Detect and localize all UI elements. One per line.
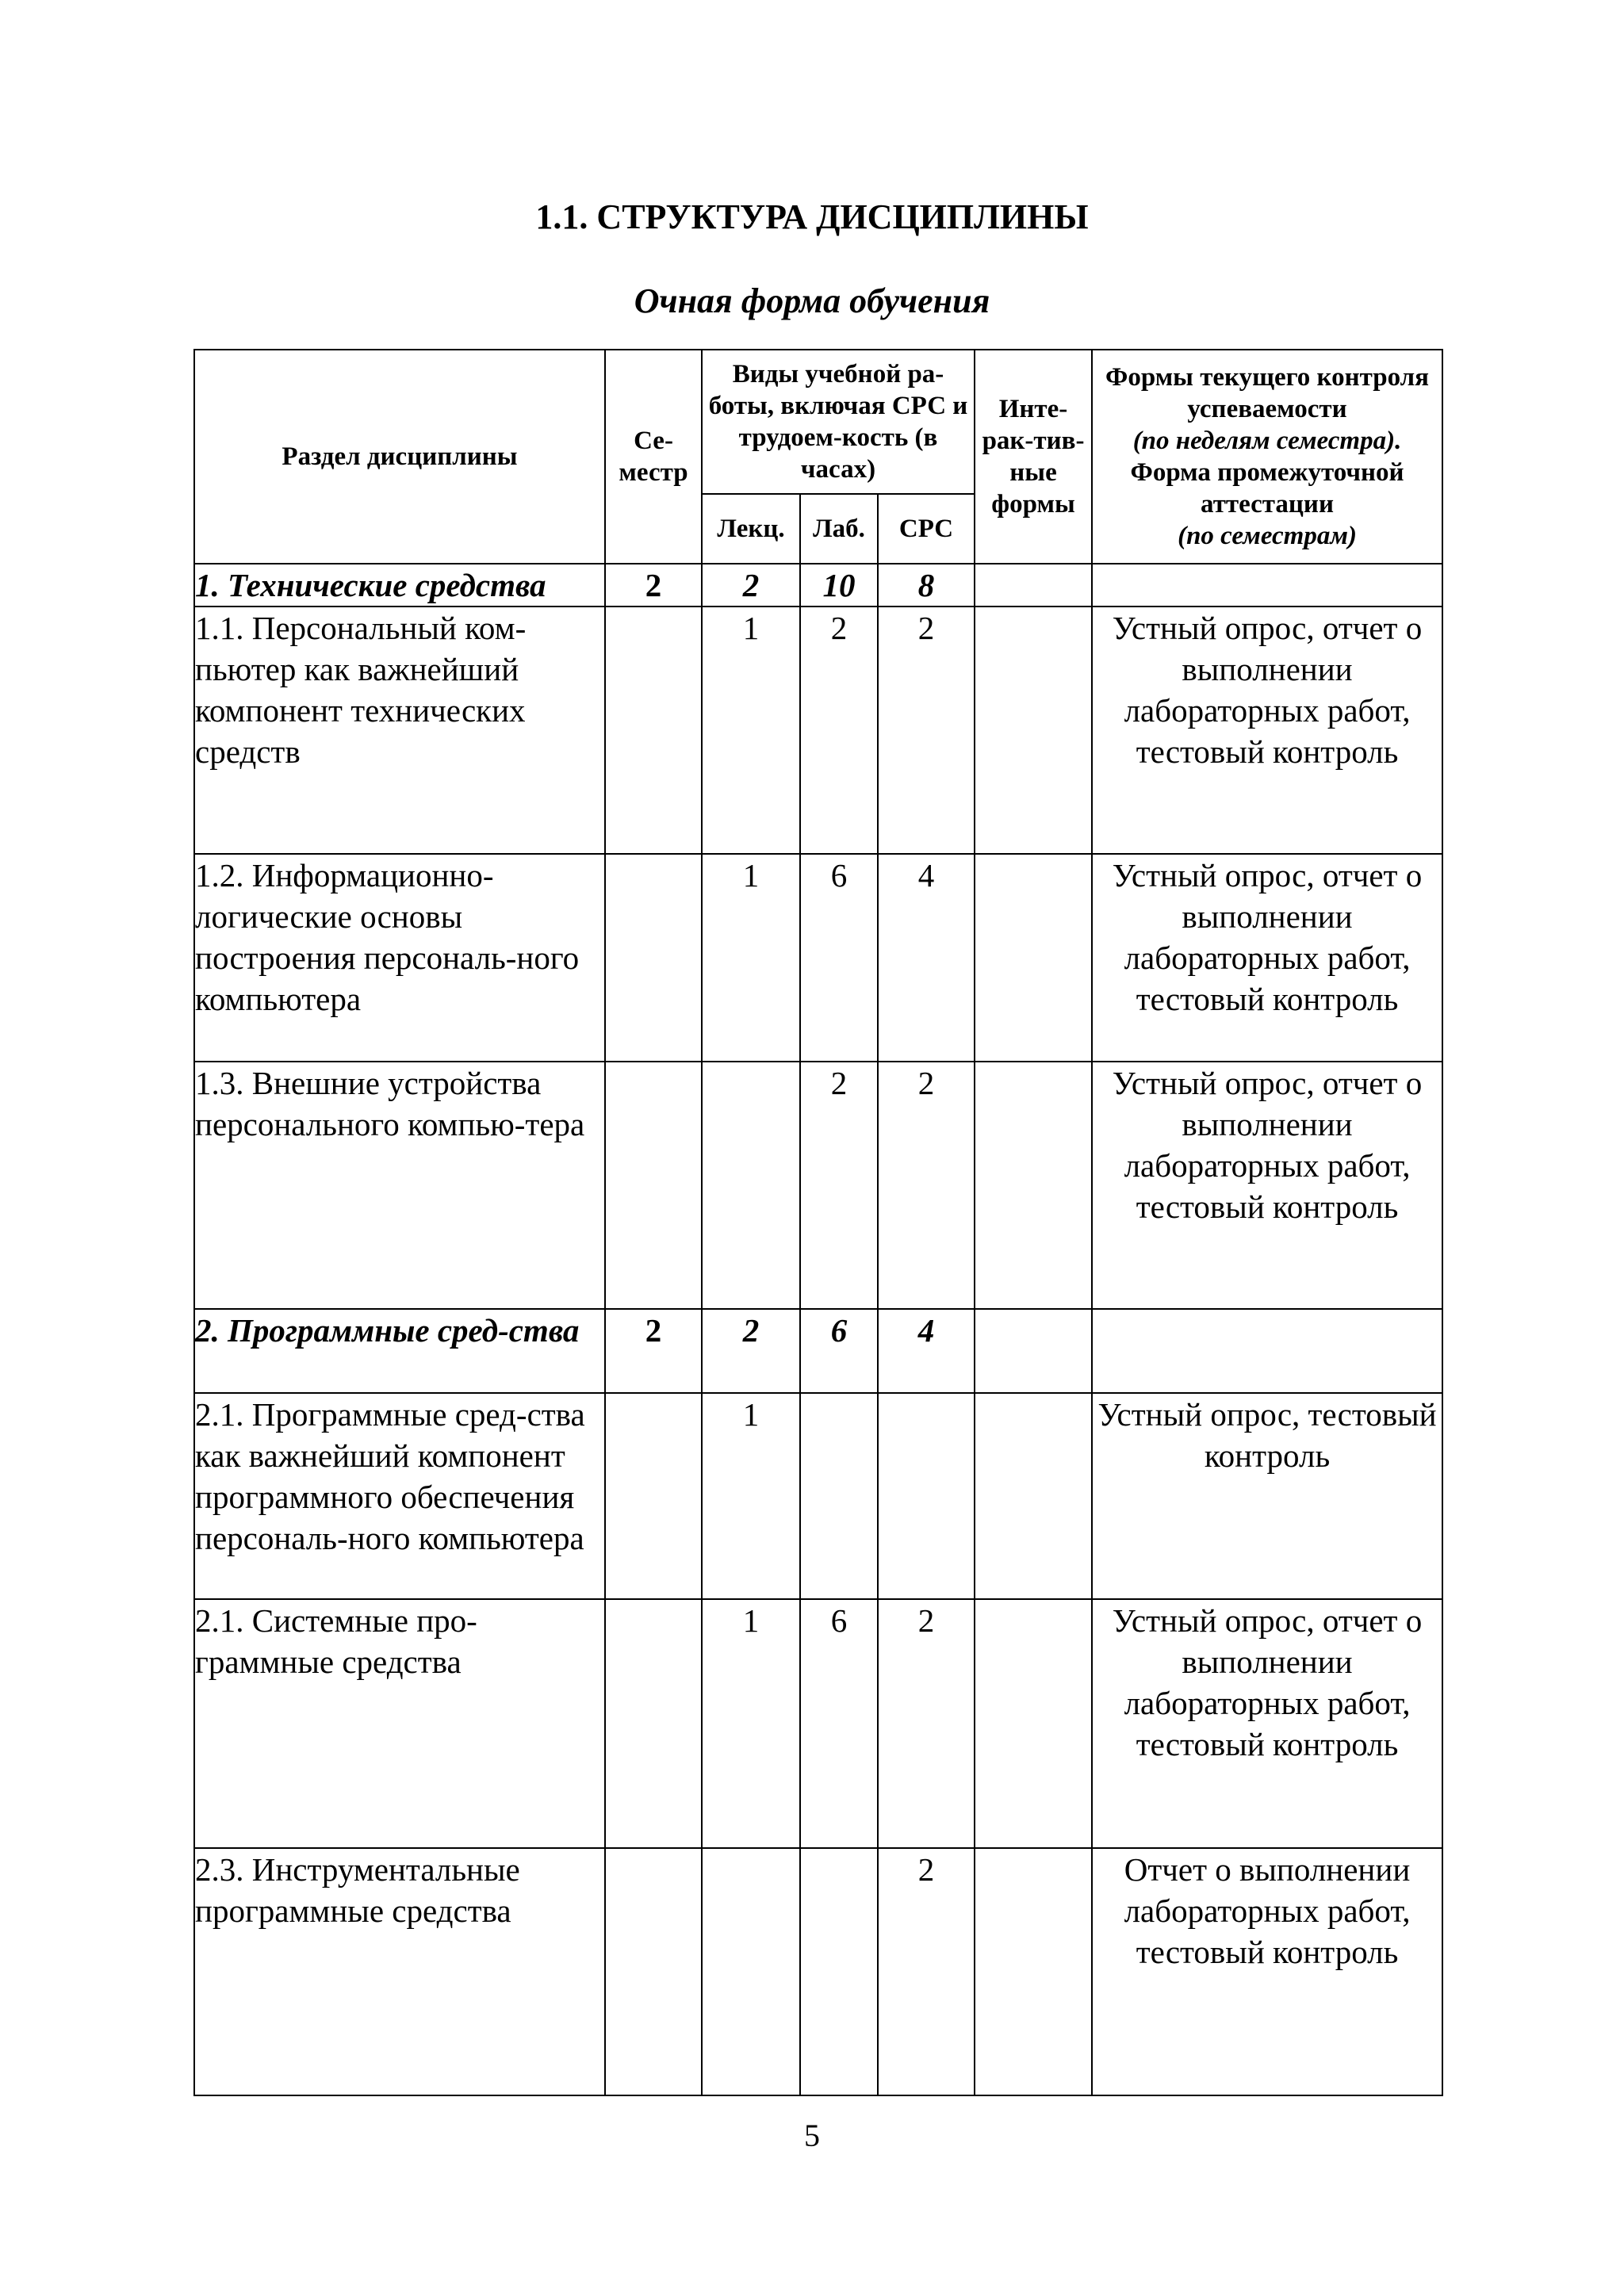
row-control: Устный опрос, отчет о выполнении лабораторных работ, тестовый контроль <box>1092 607 1442 854</box>
row-lect <box>702 1062 800 1309</box>
table-row <box>194 854 1442 1062</box>
row-section-name: 1.3. Внешние устройства персонального компью-тера <box>194 1062 605 1309</box>
table-row <box>194 1599 1442 1848</box>
header-interactive: Инте-рак-тив-ные формы <box>975 350 1092 564</box>
header-srs: СРС <box>878 494 975 564</box>
row-interactive <box>975 1599 1092 1848</box>
row-interactive <box>975 1062 1092 1309</box>
row-lect <box>702 1848 800 2095</box>
row-interactive <box>975 854 1092 1062</box>
table-row <box>194 1393 1442 1599</box>
row-lab: 6 <box>800 1309 878 1393</box>
row-interactive <box>975 1848 1092 2095</box>
row-lab: 10 <box>800 564 878 607</box>
row-srs: 2 <box>878 1062 975 1309</box>
row-section-name: 1. Технические средства <box>194 564 605 607</box>
row-lect: 1 <box>702 1599 800 1848</box>
row-srs <box>878 1393 975 1599</box>
header-work-types: Виды учебной ра-боты, включая СРС и трудоем-кость (в часах) <box>702 350 975 494</box>
row-control: Устный опрос, отчет о выполнении лабораторных работ, тестовый контроль <box>1092 1599 1442 1848</box>
header-control-line-d: (по семестрам) <box>1178 522 1357 550</box>
row-control: Устный опрос, отчет о выполнении лабораторных работ, тестовый контроль <box>1092 1062 1442 1309</box>
row-control <box>1092 564 1442 607</box>
row-section-name: 2.1. Программные сред-ства как важнейший компонент программного обеспечения персональ-ного компьютера <box>194 1393 605 1599</box>
header-semester: Се-местр <box>605 350 702 564</box>
header-lect: Лекц. <box>702 494 800 564</box>
row-semester <box>605 1393 702 1599</box>
header-section: Раздел дисциплины <box>194 350 605 564</box>
row-lab <box>800 1848 878 2095</box>
row-semester <box>605 1599 702 1848</box>
row-semester: 2 <box>605 564 702 607</box>
header-row <box>194 350 1442 494</box>
table-row <box>194 1062 1442 1309</box>
row-srs: 4 <box>878 854 975 1062</box>
row-section-name: 2. Программные сред-ства <box>194 1309 605 1393</box>
row-semester <box>605 1062 702 1309</box>
row-lect: 2 <box>702 1309 800 1393</box>
row-lect: 2 <box>702 564 800 607</box>
row-lect: 1 <box>702 607 800 854</box>
row-semester <box>605 607 702 854</box>
row-semester <box>605 1848 702 2095</box>
row-control: Устный опрос, тестовый контроль <box>1092 1393 1442 1599</box>
row-interactive <box>975 1309 1092 1393</box>
row-lab: 6 <box>800 854 878 1062</box>
discipline-structure-table <box>193 349 1443 2096</box>
header-control-line-a: Формы текущего контроля успеваемости <box>1105 363 1430 423</box>
row-lab: 2 <box>800 607 878 854</box>
row-section-name: 1.2. Информационно-логические основы построения персональ-ного компьютера <box>194 854 605 1062</box>
row-section-name: 2.3. Инструментальные программные средства <box>194 1848 605 2095</box>
row-interactive <box>975 607 1092 854</box>
row-lect: 1 <box>702 1393 800 1599</box>
row-semester: 2 <box>605 1309 702 1393</box>
page-title: 1.1. СТРУКТУРА ДИСЦИПЛИНЫ <box>535 197 1089 236</box>
table-row <box>194 1309 1442 1393</box>
row-control: Отчет о выполнении лабораторных работ, тестовый контроль <box>1092 1848 1442 2095</box>
header-control-line-c: Форма промежуточной аттестации <box>1130 458 1404 519</box>
page-subtitle: Очная форма обучения <box>634 281 990 320</box>
table-row <box>194 607 1442 854</box>
row-semester <box>605 854 702 1062</box>
header-control-line-b: (по неделям семестра). <box>1132 427 1402 455</box>
row-lect: 1 <box>702 854 800 1062</box>
row-control: Устный опрос, отчет о выполнении лабораторных работ, тестовый контроль <box>1092 854 1442 1062</box>
row-srs: 2 <box>878 607 975 854</box>
row-srs: 2 <box>878 1848 975 2095</box>
row-srs: 8 <box>878 564 975 607</box>
row-srs: 4 <box>878 1309 975 1393</box>
table-row <box>194 1848 1442 2095</box>
row-srs: 2 <box>878 1599 975 1848</box>
header-control <box>1092 350 1442 564</box>
page-number: 5 <box>804 2118 820 2153</box>
table-row <box>194 564 1442 607</box>
row-control <box>1092 1309 1442 1393</box>
row-section-name: 2.1. Системные про-граммные средства <box>194 1599 605 1848</box>
row-section-name: 1.1. Персональный ком-пьютер как важнейший компонент технических средств <box>194 607 605 854</box>
header-lab: Лаб. <box>800 494 878 564</box>
row-lab: 2 <box>800 1062 878 1309</box>
row-lab: 6 <box>800 1599 878 1848</box>
row-interactive <box>975 564 1092 607</box>
row-interactive <box>975 1393 1092 1599</box>
row-lab <box>800 1393 878 1599</box>
